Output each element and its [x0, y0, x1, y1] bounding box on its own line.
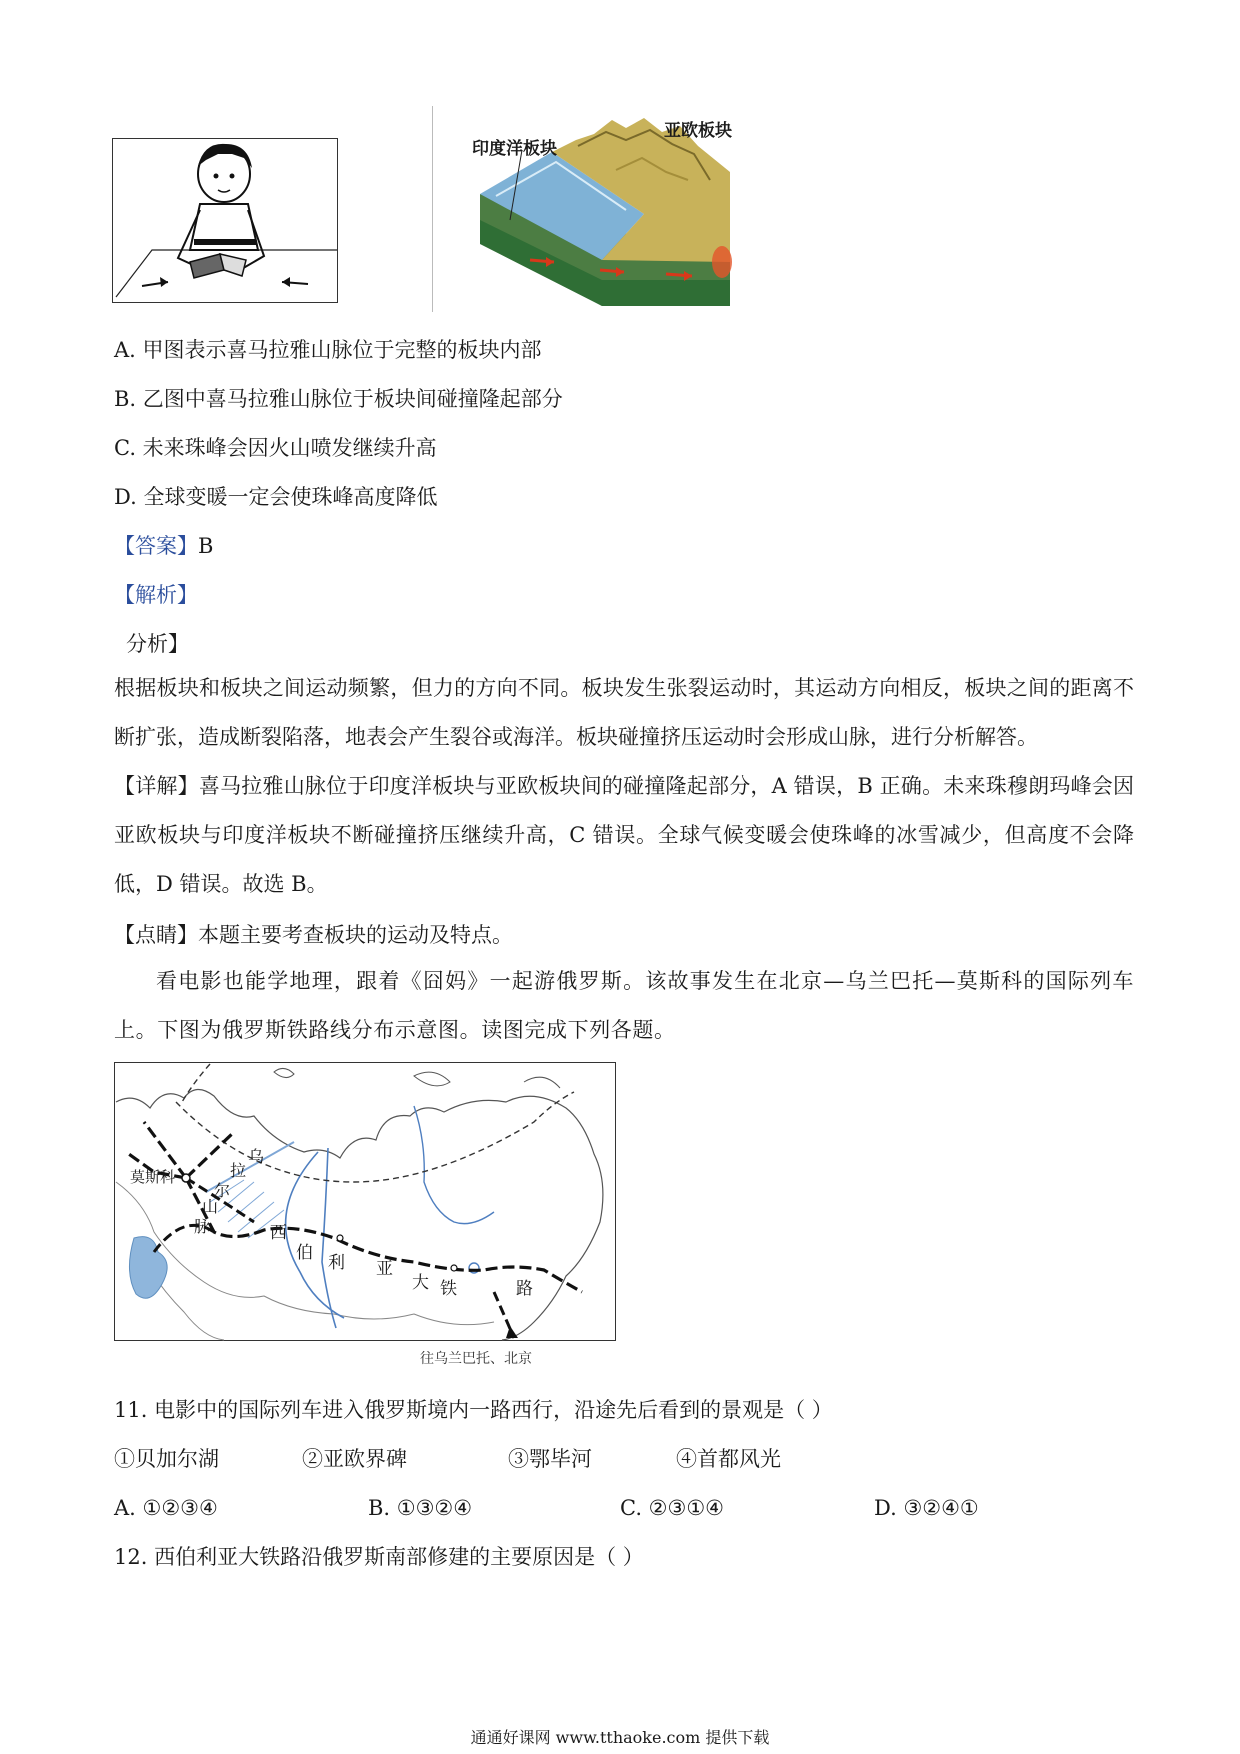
q11-option-a: A. ①②③④: [114, 1496, 218, 1520]
q10-option-c: C. 未来珠峰会因火山喷发继续升高: [114, 436, 437, 460]
page-footer: 通通好课网 www.tthaoke.com 提供下载: [470, 1728, 770, 1747]
q11-option-b: B. ①③②④: [368, 1496, 473, 1520]
map-label-rail-4: 亚: [376, 1259, 393, 1279]
q10-analysis-label: 【解析】: [114, 583, 198, 607]
q11-item-1: ①贝加尔湖: [114, 1447, 219, 1471]
intro-paragraph: 看电影也能学地理，跟着《囧妈》一起游俄罗斯。该故事发生在北京—乌兰巴托—莫斯科的国际列车上。下图为俄罗斯铁路线分布示意图。读图完成下列各题。: [114, 969, 1134, 1042]
map-label-ural-4: 山: [202, 1197, 219, 1216]
map-label-ural-2: 拉: [230, 1161, 247, 1180]
map-label-rail-5: 大: [412, 1273, 429, 1293]
map-label-ural-3: 尔: [214, 1181, 231, 1200]
map-label-ural-1: 乌: [248, 1147, 265, 1166]
map-label-rail-1: 西: [270, 1223, 287, 1243]
map-label-ural-5: 脉: [194, 1217, 211, 1236]
q10-analysis-text: 根据板块和板块之间运动频繁，但力的方向不同。板块发生张裂运动时，其运动方向相反，板块之间的距离不断扩张，造成断裂陷落，地表会产生裂谷或海洋。板块碰撞挤压运动时会形成山脉，进行分析解答。: [114, 676, 1134, 749]
map-label-rail-7: 路: [516, 1279, 533, 1299]
detail-label: 【详解】: [114, 774, 199, 798]
figure-plate-collision: [466, 110, 746, 306]
answer-value: B: [198, 534, 214, 558]
point-label: 【点睛】: [114, 923, 198, 947]
q10-detail: [114, 762, 1134, 909]
figure-boy-books: [112, 132, 338, 304]
q10-option-b: B. 乙图中喜马拉雅山脉位于板块间碰撞隆起部分: [114, 387, 563, 411]
label-indian-ocean-plate: 印度洋板块: [472, 139, 557, 159]
map-label-moscow: 莫斯科: [130, 1168, 176, 1186]
map-label-rail-3: 利: [328, 1253, 345, 1273]
q11-item-2: ②亚欧界碑: [302, 1447, 407, 1471]
q10-analysis-sub: 分析】: [126, 632, 189, 656]
label-eurasian-plate: 亚欧板块: [664, 121, 732, 141]
figure-divider: [432, 106, 433, 312]
map-label-rail-6: 铁: [440, 1279, 457, 1299]
q12-stem: 12. 西伯利亚大铁路沿俄罗斯南部修建的主要原因是（ ）: [114, 1545, 644, 1569]
q10-option-d: D. 全球变暖一定会使珠峰高度降低: [114, 485, 438, 509]
q10-answer: [114, 531, 213, 561]
answer-label: 【答案】: [114, 534, 198, 558]
q11-stem: 11. 电影中的国际列车进入俄罗斯境内一路西行，沿途先后看到的景观是（ ）: [114, 1398, 833, 1422]
q11-option-c: C. ②③①④: [620, 1496, 724, 1520]
q11-options: [0, 1493, 1240, 1523]
figure-russia-rail-map: [114, 1062, 616, 1342]
point-text: 本题主要考查板块的运动及特点。: [198, 923, 513, 947]
q11-item-4: ④首都风光: [676, 1447, 781, 1471]
map-label-rail-2: 伯: [296, 1243, 313, 1263]
detail-text: 喜马拉雅山脉位于印度洋板块与亚欧板块间的碰撞隆起部分，A 错误，B 正确。未来珠穆朗玛峰会因亚欧板块与印度洋板块不断碰撞挤压继续升高，C 错误。全球气候变暖会使珠峰的冰雪减少，但高度不会降低，D 错误。故选 B。: [114, 774, 1134, 896]
q11-item-3: ③鄂毕河: [508, 1447, 592, 1471]
q10-point: [114, 920, 513, 950]
q11-items: [0, 1444, 1240, 1474]
q10-option-a: A. 甲图表示喜马拉雅山脉位于完整的板块内部: [114, 338, 542, 362]
q11-option-d: D. ③②④①: [874, 1496, 979, 1520]
map-caption: 往乌兰巴托、北京: [420, 1351, 532, 1367]
